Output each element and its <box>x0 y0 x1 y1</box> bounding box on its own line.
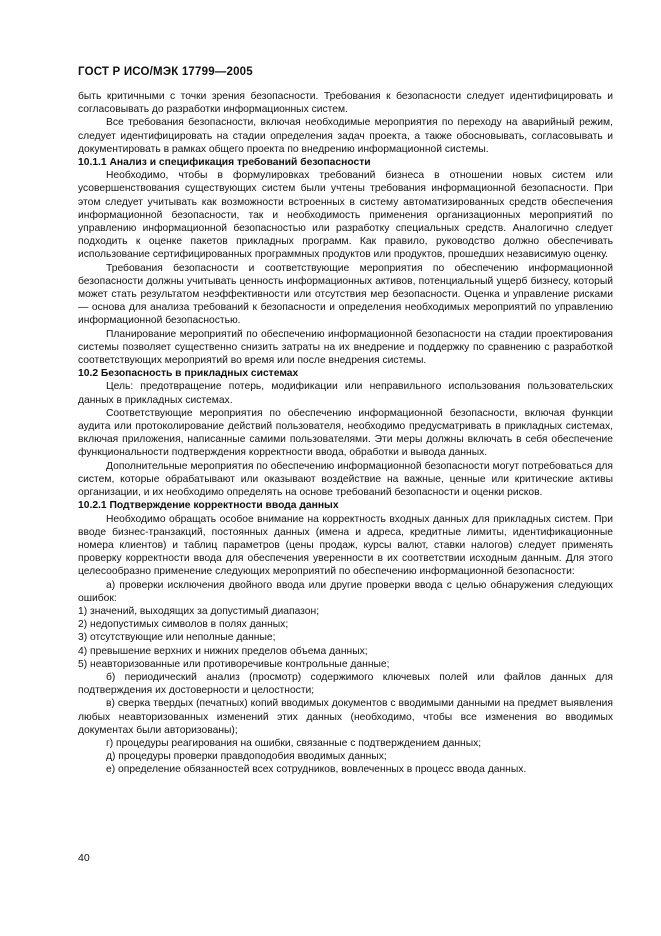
sub-list-item: 2) недопустимых символов в полях данных; <box>78 619 289 631</box>
list-item-e: е) определение обязанностей всех сотрудников, вовлеченных в процесс ввода данных. <box>106 764 527 776</box>
page-header-title: ГОСТ Р ИСО/МЭК 17799—2005 <box>78 66 253 78</box>
page-number: 40 <box>78 852 90 864</box>
sub-list-item: 1) значений, выходящих за допустимый диапазон; <box>78 605 320 617</box>
list-item-a: а) проверки исключения двойного ввода или другие проверки ввода с целью обнаружения следующих ошибок: <box>78 579 613 604</box>
sub-list-item: 5) неавторизованные или противоречивые контрольные данные; <box>78 658 390 670</box>
paragraph-goal: Цель: предотвращение потерь, модификации или неправильного использования пользовательских данных в прикладных системах. <box>78 381 613 406</box>
paragraph: Все требования безопасности, включая необходимые мероприятия по переходу на аварийный режим, следует идентифицировать на стадии определения задач проекта, а также обосновывать, согласовывать и документировать в рамках общего проекта по внедрению информационной системы. <box>78 117 613 155</box>
paragraph: Соответствующие мероприятия по обеспечению информационной безопасности, включая функции аудита или протоколирование действий пользователя, необходимо предусматривать в прикладных системах, включая приложения, написанные самими пользователями. Эти меры должны включать в себя обеспечение функциональности подтверждения корректности ввода, обработки и вывода данных. <box>78 407 613 459</box>
paragraph: Дополнительные мероприятия по обеспечению информационной безопасности могут потребоваться для систем, которые обрабатывают или оказывают воздействие на важные, ценные или критические активы организации, и их необходимо определять на основе требований безопасности и оценки рисков. <box>78 460 613 499</box>
section-heading-10-2-1: 10.2.1 Подтверждение корректности ввода данных <box>78 500 339 512</box>
list-item-v: в) сверка твердых (печатных) копий вводимых документов с вводимыми данными на предмет выявления любых неавторизованных изменений этих данных (необходимо, чтобы все изменения во вводимых документах были авторизованы); <box>78 698 613 736</box>
section-heading-10-1-1: 10.1.1 Анализ и спецификация требований безопасности <box>78 157 371 169</box>
sub-list-item: 4) превышение верхних и нижних пределов объема данных; <box>78 645 368 657</box>
list-item-d: д) процедуры проверки правдоподобия вводимых данных; <box>106 751 387 763</box>
paragraph: Необходимо, чтобы в формулировках требований бизнеса в отношении новых систем или усовершенствования существующих систем были учтены требования информационной безопасности. При этом следует учитывать как возможности встроенных в систему автоматизированных средств обеспечения информационной безопасности, так и необходимость применения организационных мероприятий по управлению информационной безопасностью или разработку специальных средств. Аналогично следует подходить к оценке пакетов прикладных программ. Как правило, руководство должно обеспечивать использование сертифицированных программных продуктов или продуктов, прошедших независимую оценку. <box>78 170 613 261</box>
page-content <box>78 90 613 777</box>
sub-list-item: 3) отсутствующие или неполные данные; <box>78 632 276 644</box>
paragraph: быть критичными с точки зрения безопасности. Требования к безопасности следует идентифицировать и согласовывать до разработки информационных систем. <box>78 91 613 116</box>
section-heading-10-2: 10.2 Безопасность в прикладных системах <box>78 368 299 380</box>
paragraph: Необходимо обращать особое внимание на корректность входных данных для прикладных систем. При вводе бизнес-транзакций, постоянных данных (имена и адреса, кредитные лимиты, идентификационные номера клиентов) и таблиц параметров (цены продаж, курсы валют, ставки налогов) следует применять проверку корректности ввода для обеспечения уверенности в их соответствии исходным данным. Для этого целесообразно применение следующих мероприятий по обеспечению информационной безопасности: <box>78 513 613 578</box>
list-item-b: б) периодический анализ (просмотр) содержимого ключевых полей или файлов данных для подтверждения их достоверности и целостности; <box>78 671 613 697</box>
list-item-g: г) процедуры реагирования на ошибки, связанные с подтверждением данных; <box>106 737 482 749</box>
paragraph: Требования безопасности и соответствующие мероприятия по обеспечению информационной безопасности должны учитывать ценность информационных активов, потенциальный ущерб бизнесу, который может стать результатом неэффективности или отсутствия мер безопасности. Оценка и управление рисками — основа для анализа требований к безопасности и определения необходимых мероприятий по управлению информационной безопасностью. <box>78 262 613 327</box>
paragraph: Планирование мероприятий по обеспечению информационной безопасности на стадии проектирования системы позволяет существенно снизить затраты на их внедрение и поддержку по сравнению с разработкой соответствующих мероприятий во время или после внедрения системы. <box>78 328 613 367</box>
